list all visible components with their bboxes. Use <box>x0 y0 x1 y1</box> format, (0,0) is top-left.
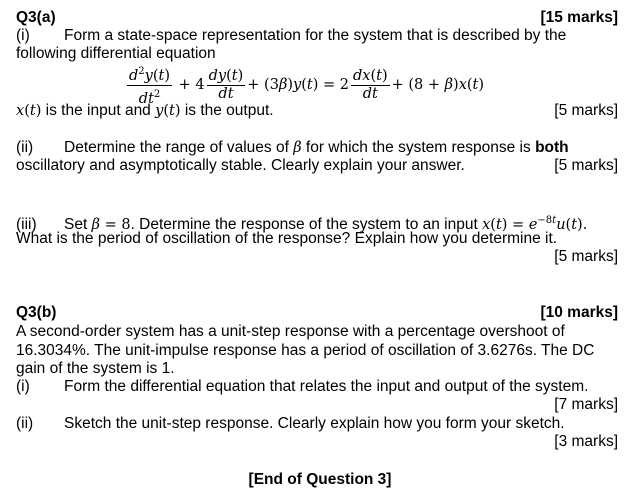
eq-term-dx: $\frac{dx(t)}{dt}$ <box>352 67 388 102</box>
q3b-ii-number: (ii) <box>16 415 34 432</box>
q3a-iii-marks: [5 marks] <box>554 248 618 265</box>
end-of-question: [End of Question 3] <box>248 471 392 488</box>
q3b-heading: Q3(b) <box>16 304 57 321</box>
q3b-i-line <box>16 378 618 396</box>
q3a-iii-line2: What is the period of oscillation of the response? Explain how you determine it. <box>16 230 558 247</box>
differential-equation: $\frac{d^2y(t)}{dt^2}$ + 4 $\frac{dy(t)}{dt}$ + (3β)y(t) = 2 $\frac{dx(t)}{dt}$ + (8 + β)x(t) <box>125 63 484 108</box>
q3a-marks: [15 marks] <box>540 9 618 26</box>
q3b-i-number: (i) <box>16 378 30 395</box>
q3a-ii-number: (ii) <box>16 139 34 156</box>
q3a-i-line3: x(t) is the input and y(t) is the output. <box>16 102 274 119</box>
q3a-iii-text1a: Set <box>64 216 88 234</box>
q3a-ii-marks: [5 marks] <box>554 157 618 174</box>
q3a-ii-bold-word: both <box>535 139 569 156</box>
q3b-intro-2: 16.3034%. The unit-impulse response has a period of oscillation of 3.6276s. The DC <box>16 342 595 359</box>
q3a-i-line2: following differential equation <box>16 45 216 62</box>
q3b-marks: [10 marks] <box>540 304 618 321</box>
q3a-ii-text1b: for which the system response is <box>305 139 531 156</box>
q3a-ii-line1: (ii) Determine the range of values of β for which the system response is both <box>16 139 569 156</box>
q3a-i-marks: [5 marks] <box>554 102 618 119</box>
q3b-ii-text: Sketch the unit-step response. Clearly explain how you form your sketch. <box>64 415 565 432</box>
q3a-heading: Q3(a) <box>16 9 56 26</box>
q3b-intro-3: gain of the system is 1. <box>16 360 175 377</box>
q3b-header <box>16 304 618 322</box>
q3a-i-text1: Form a state-space representation for the system that is described by the <box>64 27 567 44</box>
q3a-i-after-eq-2: is the output. <box>184 102 274 119</box>
q3a-iii-line1: (iii) Set β = 8. Determine the response of the system to an input $x(t) = e^{-8t}u(t)$. <box>16 215 588 234</box>
q3a-i-number: (i) <box>16 27 30 44</box>
q3b-i-marks: [7 marks] <box>554 396 618 413</box>
q3a-iii-number: (iii) <box>16 216 37 234</box>
q3b-i-text: Form the differential equation that relates the input and output of the system. <box>64 378 589 395</box>
q3b-intro-1: A second-order system has a unit-step response with a percentage overshoot of <box>16 323 565 340</box>
q3a-i-after-eq-1: is the input and <box>45 102 151 119</box>
eq-term-dy: $\frac{dy(t)}{dt}$ <box>208 67 244 102</box>
q3a-i-line1 <box>16 27 618 45</box>
q3a-header <box>16 9 618 27</box>
q3a-ii-line2: oscillatory and asymptotically stable. Clearly explain your answer. <box>16 157 465 174</box>
q3b-ii-marks: [3 marks] <box>554 433 618 450</box>
eq-term-d2y: $\frac{d^2y(t)}{dt^2}$ <box>127 63 172 108</box>
q3b-ii-line <box>16 415 618 433</box>
q3a-ii-text1a: Determine the range of values of <box>64 139 289 156</box>
q3a-iii-text1b: . Determine the response of the system to an input <box>130 216 478 234</box>
